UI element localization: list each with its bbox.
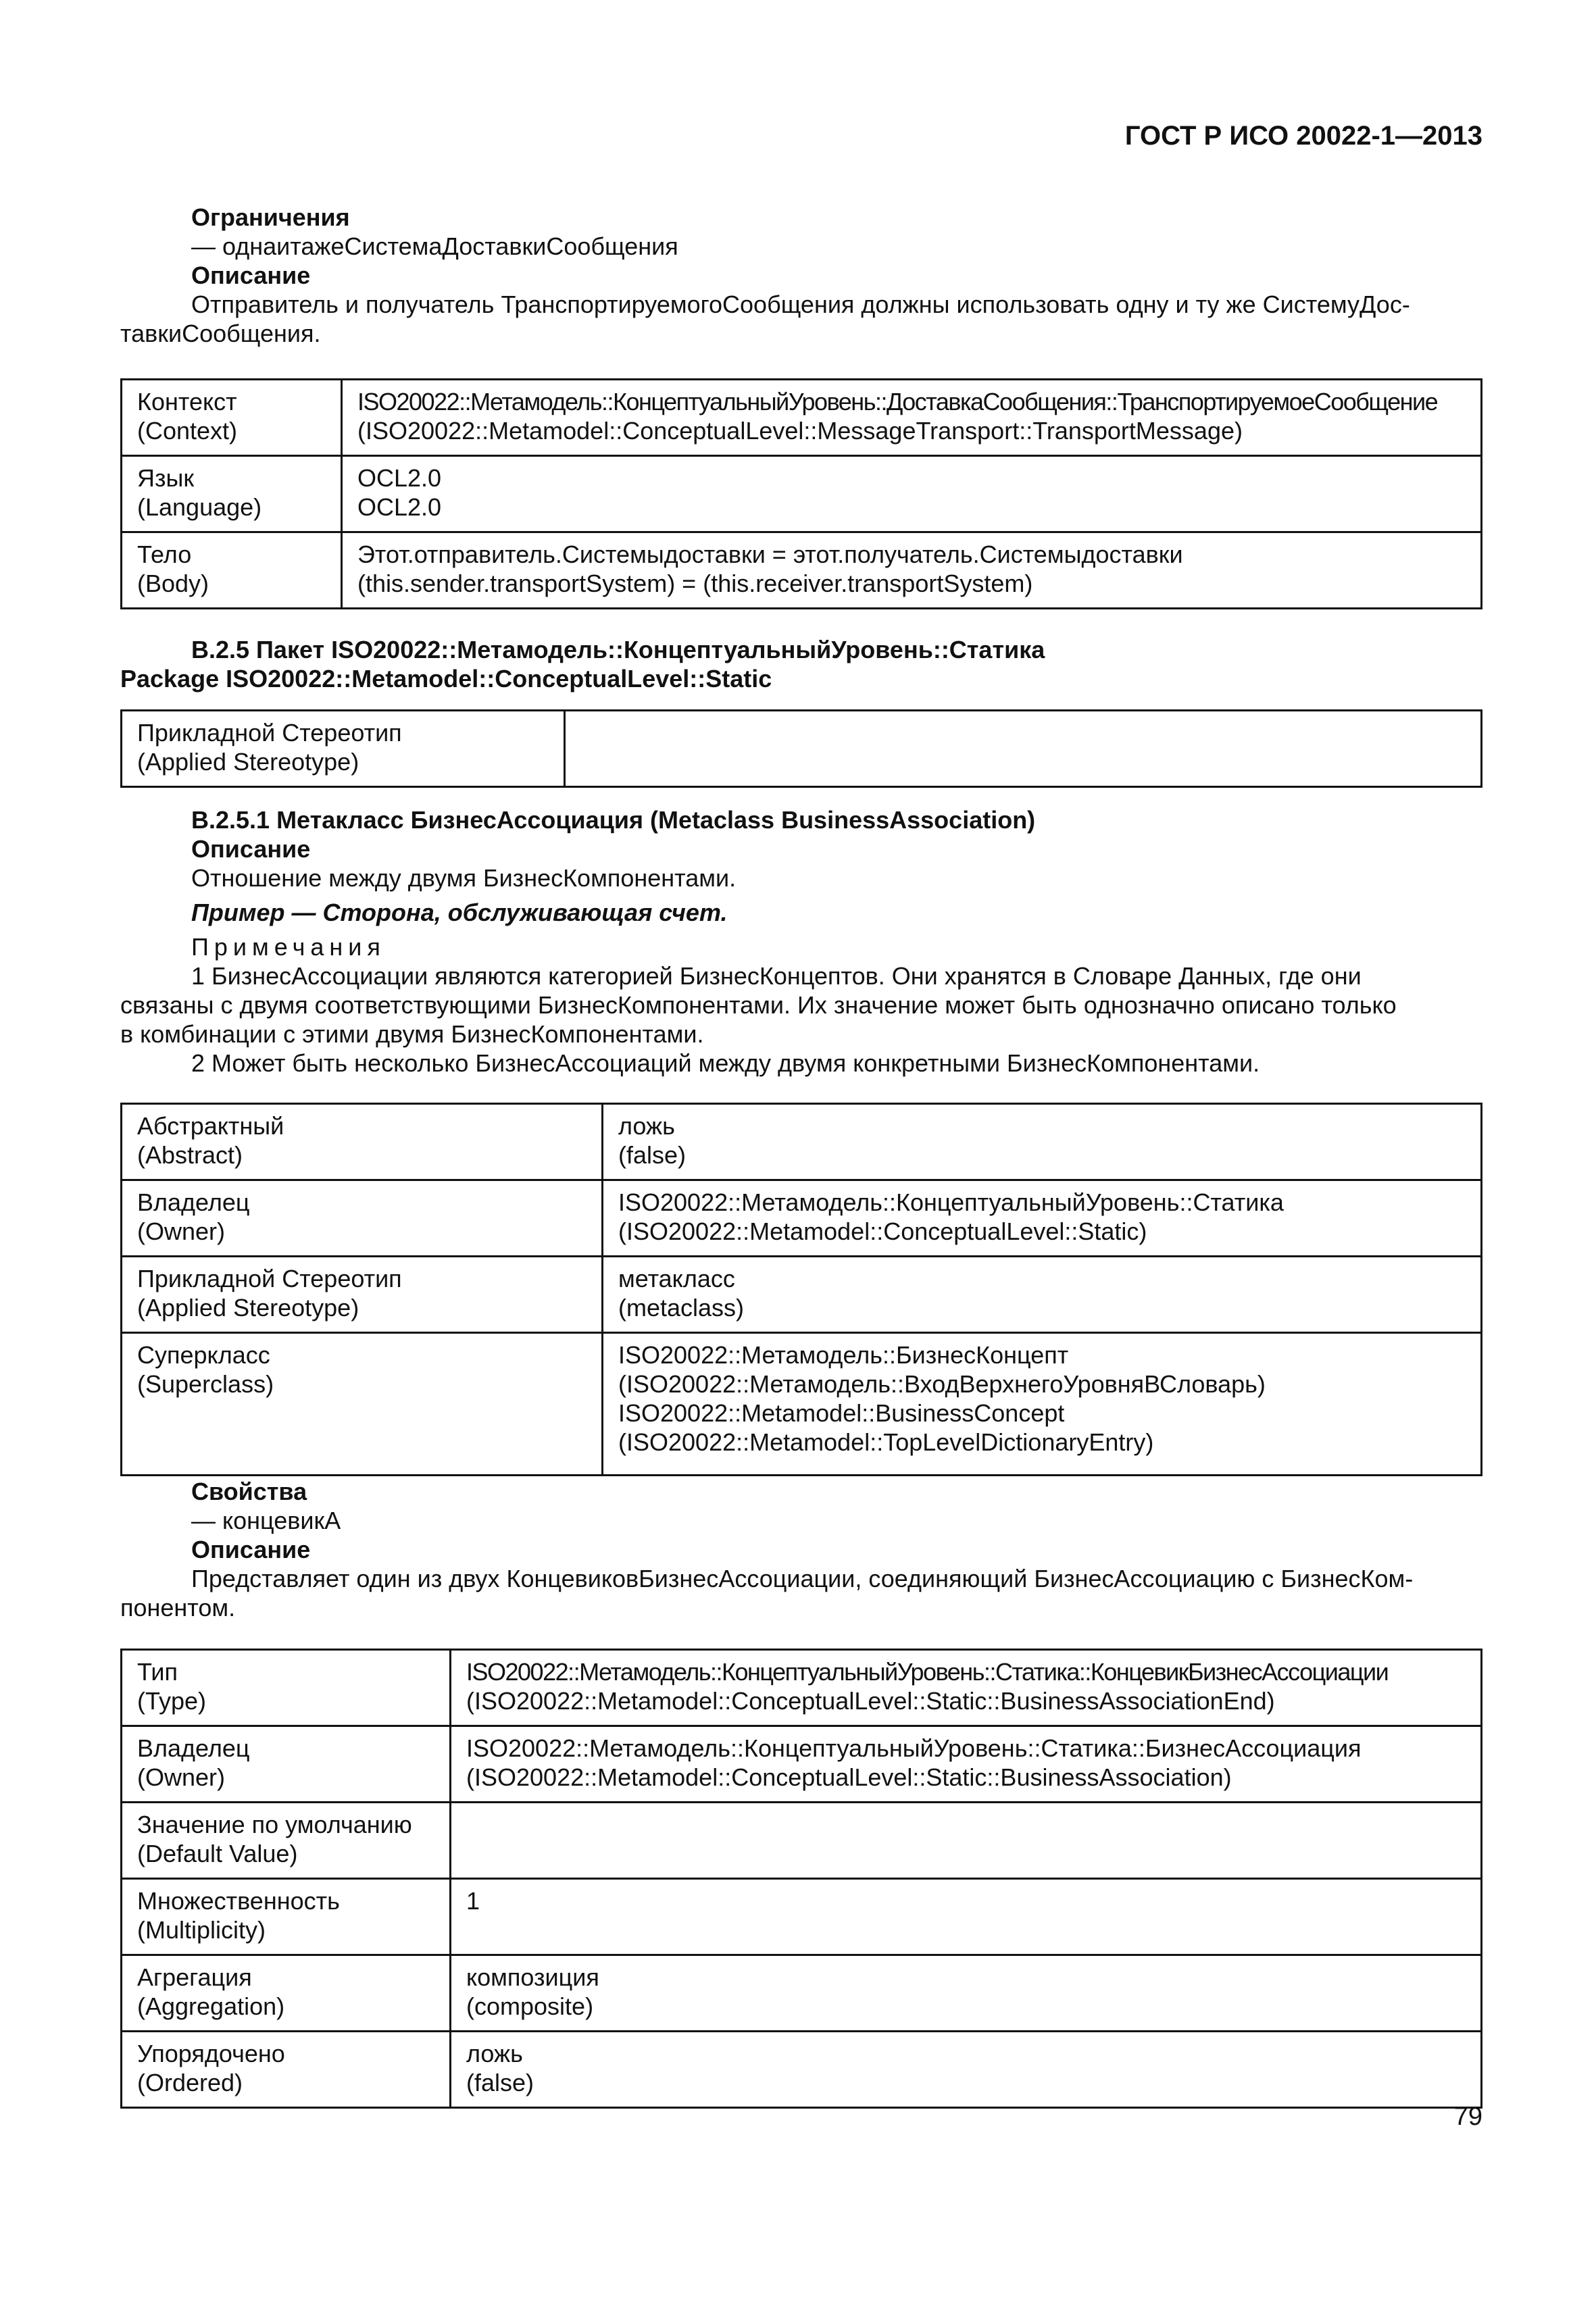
- row-key-ru: Контекст: [137, 388, 237, 416]
- row-value: композиция: [466, 1963, 599, 1991]
- row-value: ISO20022::Метамодель::БизнесКонцепт: [618, 1341, 1069, 1369]
- property-table-wrapper: [120, 1649, 1482, 2109]
- property-table: [120, 1649, 1482, 2109]
- properties-heading: Свойства: [191, 1478, 307, 1505]
- row-key-en: (Language): [137, 493, 262, 521]
- row-value: ISO20022::Метамодель::КонцептуальныйУровень::Статика::КонцевикБизнесАссоциации: [466, 1658, 1389, 1686]
- section-title-en: Package ISO20022::Metamodel::ConceptualLevel::Static: [120, 665, 772, 693]
- description-heading: Описание: [191, 835, 311, 863]
- property-item: — концевикА: [191, 1507, 341, 1534]
- table-row: [122, 456, 1482, 532]
- row-value: (composite): [466, 1992, 594, 2020]
- table-row: [122, 2032, 1482, 2108]
- example-text: Пример — Сторона, обслуживающая счет.: [191, 899, 728, 926]
- row-value: метакласс: [618, 1265, 735, 1292]
- table-row: [122, 1257, 1482, 1333]
- row-key-en: (Default Value): [137, 1840, 298, 1867]
- section-b25: [120, 635, 1482, 693]
- row-key-en: (Aggregation): [137, 1992, 285, 2020]
- row-value: ISO20022::Metamodel::BusinessConcept: [618, 1399, 1065, 1427]
- table-row: [122, 532, 1482, 609]
- row-key-ru: Тип: [137, 1658, 178, 1686]
- description-heading: Описание: [191, 261, 311, 289]
- table-row: [122, 1104, 1482, 1180]
- table-row: [122, 1180, 1482, 1257]
- row-key-ru: Владелец: [137, 1734, 250, 1762]
- row-key-en: (Owner): [137, 1217, 226, 1245]
- row-key-ru: Прикладной Стереотип: [137, 719, 402, 747]
- notes-heading: Примечания: [191, 933, 386, 961]
- row-key-en: (Abstract): [137, 1141, 243, 1169]
- section-title: B.2.5.1 Метакласс БизнесАссоциация (Metaclass BusinessAssociation): [191, 806, 1036, 834]
- row-value: (ISO20022::Metamodel::TopLevelDictionaryEntry): [618, 1428, 1154, 1456]
- row-value: ISO20022::Метамодель::КонцептуальныйУровень::Статика::БизнесАссоциация: [466, 1734, 1362, 1762]
- row-key-ru: Множественность: [137, 1887, 340, 1915]
- table-row: [122, 1879, 1482, 1955]
- stereotype-table: [120, 709, 1482, 788]
- row-key-ru: Прикладной Стереотип: [137, 1265, 402, 1292]
- description-line: тавкиСообщения.: [120, 320, 321, 347]
- metaclass-table-wrapper: [120, 1103, 1482, 1476]
- constraints-heading: Ограничения: [191, 203, 350, 231]
- row-value: (ISO20022::Metamodel::ConceptualLevel::Static): [618, 1217, 1147, 1245]
- row-key-en: (Type): [137, 1687, 207, 1715]
- row-key-en: (Owner): [137, 1763, 226, 1791]
- table-row: [122, 1955, 1482, 2032]
- row-value: (ISO20022::Metamodel::ConceptualLevel::Static::BusinessAssociation): [466, 1763, 1232, 1791]
- section-b251: [120, 805, 1482, 1078]
- row-key-ru: Язык: [137, 464, 195, 492]
- row-value: ISO20022::Метамодель::КонцептуальныйУровень::ДоставкаСообщения::ТранспортируемоеСообщение: [357, 388, 1438, 416]
- row-value: ISO20022::Метамодель::КонцептуальныйУровень::Статика: [618, 1188, 1284, 1216]
- document-header: ГОСТ Р ИСО 20022-1—2013: [1124, 121, 1482, 151]
- row-key-ru: Абстрактный: [137, 1112, 284, 1140]
- row-key-ru: Значение по умолчанию: [137, 1811, 412, 1838]
- note-line: в комбинации с этими двумя БизнесКомпонентами.: [120, 1020, 704, 1048]
- row-value: 1: [466, 1887, 480, 1915]
- note-line: 2 Может быть несколько БизнесАссоциаций между двумя конкретными БизнесКомпонентами.: [191, 1049, 1260, 1077]
- description-line: Отправитель и получатель ТранспортируемогоСообщения должны использовать одну и ту же СистемуДос-: [191, 291, 1410, 318]
- row-value: (ISO20022::Metamodel::ConceptualLevel::Static::BusinessAssociationEnd): [466, 1687, 1275, 1715]
- row-key-en: (Body): [137, 570, 209, 597]
- row-value: Этот.отправитель.Системыдоставки = этот.получатель.Системыдоставки: [357, 540, 1183, 568]
- constraint-table-wrapper: [120, 378, 1482, 609]
- row-value: OCL2.0: [357, 464, 442, 492]
- row-key-ru: Владелец: [137, 1188, 250, 1216]
- row-key-en: (Applied Stereotype): [137, 1294, 359, 1322]
- description-heading: Описание: [191, 1536, 311, 1563]
- row-value: ложь: [466, 2040, 523, 2067]
- note-line: связаны с двумя соответствующими БизнесКомпонентами. Их значение может быть однозначно описано только: [120, 991, 1397, 1019]
- row-key-en: (Context): [137, 417, 238, 445]
- page-number: 79: [1453, 2103, 1482, 2131]
- row-value: ложь: [618, 1112, 675, 1140]
- properties-block: [120, 1477, 1482, 1622]
- row-key-ru: Агрегация: [137, 1963, 252, 1991]
- row-value: (false): [466, 2069, 534, 2096]
- constraint-table: [120, 378, 1482, 609]
- row-key-en: (Applied Stereotype): [137, 748, 359, 776]
- description-text: Отношение между двумя БизнесКомпонентами.: [191, 864, 737, 892]
- table-row: [122, 711, 1482, 787]
- row-key-ru: Упорядочено: [137, 2040, 285, 2067]
- note-line: 1 БизнесАссоциации являются категорией БизнесКонцептов. Они хранятся в Словаре Данных, где они: [191, 962, 1362, 990]
- constraint-item: — однаитажеСистемаДоставкиСообщения: [191, 232, 678, 260]
- description-line: понентом.: [120, 1594, 236, 1621]
- row-key-en: (Multiplicity): [137, 1916, 266, 1944]
- row-value: (false): [618, 1141, 687, 1169]
- row-key-en: (Superclass): [137, 1370, 274, 1398]
- table-row: [122, 1650, 1482, 1726]
- row-key-ru: Тело: [137, 540, 192, 568]
- description-line: Представляет один из двух КонцевиковБизнесАссоциации, соединяющий БизнесАссоциацию с БизнесКом-: [191, 1565, 1414, 1592]
- table-row: [122, 380, 1482, 456]
- row-value: OCL2.0: [357, 493, 442, 521]
- row-value: (ISO20022::Metamodel::ConceptualLevel::MessageTransport::TransportMessage): [357, 417, 1243, 445]
- row-key-en: (Ordered): [137, 2069, 243, 2096]
- row-value: (metaclass): [618, 1294, 745, 1322]
- table-row: [122, 1803, 1482, 1879]
- row-value: (this.sender.transportSystem) = (this.receiver.transportSystem): [357, 570, 1033, 597]
- constraints-block: [120, 203, 1482, 348]
- row-key-ru: Суперкласс: [137, 1341, 270, 1369]
- metaclass-table: [120, 1103, 1482, 1476]
- row-value: (ISO20022::Метамодель::ВходВерхнегоУровняВСловарь): [618, 1370, 1266, 1398]
- stereotype-table-wrapper: [120, 709, 1482, 788]
- table-row: [122, 1333, 1482, 1476]
- table-row: [122, 1726, 1482, 1803]
- section-title: B.2.5 Пакет ISO20022::Метамодель::КонцептуальныйУровень::Статика: [191, 636, 1045, 663]
